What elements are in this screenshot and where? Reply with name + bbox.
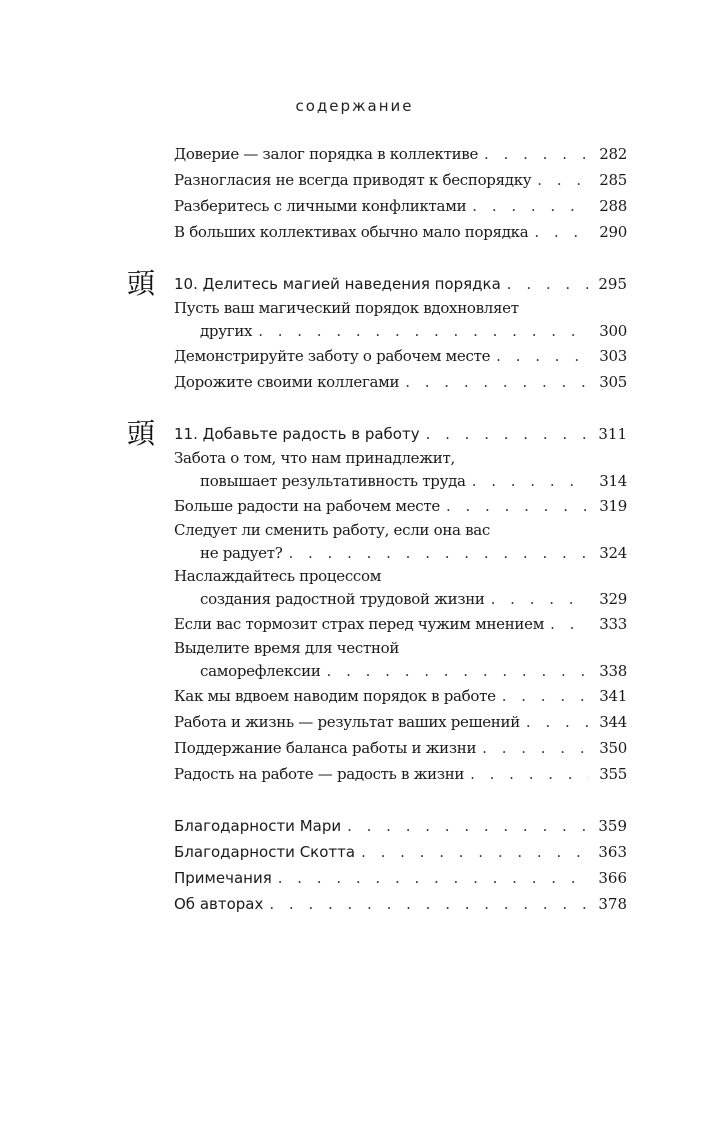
dot-leader bbox=[472, 470, 589, 493]
table-of-contents bbox=[126, 141, 627, 917]
dot-leader bbox=[327, 660, 589, 683]
toc-entry-title-line2: повышает результативность труда bbox=[200, 472, 466, 490]
toc-entry-page: 314 bbox=[599, 472, 627, 490]
toc-entry-page: 366 bbox=[598, 869, 627, 887]
toc-entry[interactable] bbox=[174, 519, 627, 565]
dot-leader bbox=[269, 891, 589, 917]
toc-entry-title: Если вас тормозит страх перед чужим мнением bbox=[174, 615, 545, 633]
toc-entry-title-line1: Наслаждайтесь процессом bbox=[174, 567, 382, 585]
section-gap bbox=[174, 787, 627, 813]
dot-leader bbox=[496, 343, 589, 369]
toc-entry[interactable] bbox=[174, 493, 627, 519]
chapter-10-heading[interactable] bbox=[126, 267, 627, 300]
toc-entry-title-line2: создания радостной трудовой жизни bbox=[200, 590, 485, 608]
back-matter-entry[interactable] bbox=[174, 813, 627, 839]
section-gap bbox=[174, 395, 627, 421]
dot-leader bbox=[502, 683, 589, 709]
toc-entry-title-line2: других bbox=[200, 322, 253, 340]
dot-leader bbox=[534, 219, 589, 245]
toc-entry-page: 282 bbox=[599, 145, 627, 163]
toc-entry-title: Больше радости на рабочем месте bbox=[174, 497, 440, 515]
toc-entry-page: 363 bbox=[598, 843, 627, 861]
toc-entry[interactable] bbox=[174, 141, 627, 167]
toc-entry-title-line1: Выделите время для честной bbox=[174, 639, 400, 657]
back-matter-entry[interactable] bbox=[174, 839, 627, 865]
back-matter-entry[interactable] bbox=[174, 891, 627, 917]
dot-leader bbox=[446, 493, 589, 519]
toc-entry-title-line2: не радует? bbox=[200, 544, 283, 562]
kanji-head-icon: 頭 bbox=[126, 417, 155, 450]
dot-leader bbox=[472, 193, 589, 219]
chapter-11-heading[interactable] bbox=[126, 417, 627, 450]
toc-entry-page: 303 bbox=[599, 347, 627, 365]
toc-entry[interactable] bbox=[174, 447, 627, 493]
dot-leader bbox=[537, 167, 589, 193]
toc-entry-page: 319 bbox=[599, 497, 627, 515]
toc-entry[interactable] bbox=[174, 343, 627, 369]
chapter-title: 10. Делитесь магией наведения порядка bbox=[174, 275, 501, 293]
toc-entry[interactable] bbox=[174, 611, 627, 637]
toc-entry-page: 305 bbox=[599, 373, 627, 391]
toc-entry-page: 341 bbox=[599, 687, 627, 705]
dot-leader bbox=[482, 735, 589, 761]
toc-entry[interactable] bbox=[174, 193, 627, 219]
toc-entry-title: Благодарности Скотта bbox=[174, 843, 356, 861]
toc-entry-title: Работа и жизнь — результат ваших решений bbox=[174, 713, 520, 731]
toc-entry[interactable] bbox=[174, 761, 627, 787]
toc-entry-title: Об авторах bbox=[174, 895, 264, 913]
toc-entry[interactable] bbox=[174, 565, 627, 611]
chapter-page: 295 bbox=[598, 275, 627, 293]
toc-entry-page: 285 bbox=[599, 171, 627, 189]
toc-entry-page: 344 bbox=[599, 713, 627, 731]
toc-entry-title: Разберитесь с личными конфликтами bbox=[174, 197, 467, 215]
dot-leader bbox=[258, 320, 589, 343]
toc-entry-page: 324 bbox=[599, 544, 627, 562]
chapter-title: 11. Добавьте радость в работу bbox=[174, 425, 420, 443]
toc-entry-page: 350 bbox=[599, 739, 627, 757]
toc-entry[interactable] bbox=[174, 167, 627, 193]
dot-leader bbox=[491, 588, 589, 611]
toc-entry-title: Дорожите своими коллегами bbox=[174, 373, 400, 391]
toc-entry-page: 300 bbox=[599, 322, 627, 340]
toc-entry[interactable] bbox=[174, 683, 627, 709]
toc-entry-page: 355 bbox=[599, 765, 627, 783]
toc-entry[interactable] bbox=[174, 735, 627, 761]
dot-leader bbox=[347, 813, 589, 839]
toc-entry-title-line2: саморефлексии bbox=[200, 662, 321, 680]
dot-leader bbox=[550, 611, 589, 637]
toc-entry[interactable] bbox=[174, 709, 627, 735]
dot-leader bbox=[288, 542, 589, 565]
toc-entry-page: 338 bbox=[599, 662, 627, 680]
toc-entry-title: Примечания bbox=[174, 869, 272, 887]
dot-leader bbox=[507, 271, 589, 297]
dot-leader bbox=[405, 369, 589, 395]
toc-entry-page: 290 bbox=[599, 223, 627, 241]
toc-entry-title: Доверие — залог порядка в коллективе bbox=[174, 145, 479, 163]
toc-entry[interactable] bbox=[174, 637, 627, 683]
kanji-head-icon: 頭 bbox=[126, 267, 155, 300]
section-gap bbox=[174, 245, 627, 271]
dot-leader bbox=[278, 865, 589, 891]
toc-entry-title-line1: Следует ли сменить работу, если она вас bbox=[174, 521, 491, 539]
back-matter-entry[interactable] bbox=[174, 865, 627, 891]
dot-leader bbox=[361, 839, 589, 865]
toc-entry-page: 329 bbox=[599, 590, 627, 608]
toc-entry[interactable] bbox=[174, 219, 627, 245]
toc-entry[interactable] bbox=[174, 297, 627, 343]
toc-entry-title: Как мы вдвоем наводим порядок в работе bbox=[174, 687, 496, 705]
toc-entry-page: 288 bbox=[599, 197, 627, 215]
toc-entry-title-line1: Забота о том, что нам принадлежит, bbox=[174, 449, 455, 467]
dot-leader bbox=[484, 141, 589, 167]
chapter-page: 311 bbox=[598, 425, 627, 443]
toc-entry[interactable] bbox=[174, 369, 627, 395]
toc-entry-page: 359 bbox=[598, 817, 627, 835]
toc-entry-title-line1: Пусть ваш магический порядок вдохновляет bbox=[174, 299, 519, 317]
toc-entry-title: Демонстрируйте заботу о рабочем месте bbox=[174, 347, 491, 365]
running-header: содержание bbox=[295, 97, 414, 115]
toc-entry-title: Радость на работе — радость в жизни bbox=[174, 765, 465, 783]
toc-entry-page: 378 bbox=[598, 895, 627, 913]
toc-entry-title: Благодарности Мари bbox=[174, 817, 342, 835]
toc-entry-page: 333 bbox=[599, 615, 627, 633]
toc-entry-title: В больших коллективах обычно мало порядка bbox=[174, 223, 529, 241]
toc-entry-title: Разногласия не всегда приводят к беспорядку bbox=[174, 171, 532, 189]
dot-leader bbox=[426, 421, 589, 447]
dot-leader bbox=[526, 709, 589, 735]
dot-leader bbox=[470, 761, 589, 787]
toc-entry-title: Поддержание баланса работы и жизни bbox=[174, 739, 477, 757]
